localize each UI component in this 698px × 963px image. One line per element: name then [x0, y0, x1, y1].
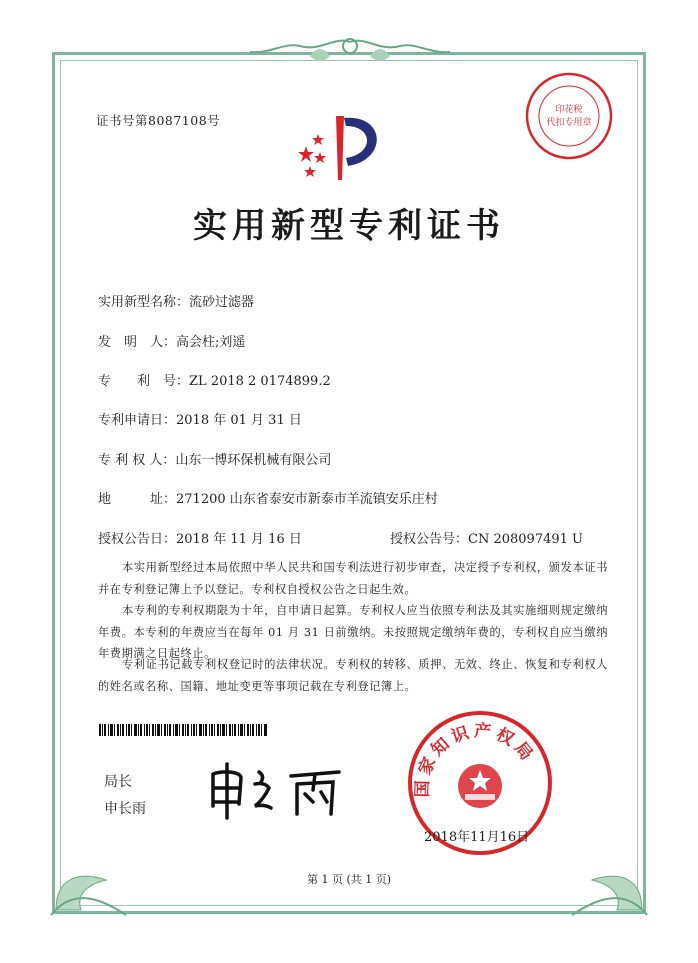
director-signature	[205, 760, 345, 820]
barcode	[99, 724, 269, 736]
certificate-title: 实用新型专利证书	[193, 206, 505, 246]
paragraph-legal-status: 专利证书记载专利权登记时的法律状况。专利权的转移、质押、无效、终止、恢复和专利权人的姓名或名称、国籍、地址变更等事项记载在专利登记簿上。	[98, 658, 608, 693]
field-patent-number	[98, 370, 331, 389]
field-value: 山东一博环保机械有限公司	[175, 453, 332, 468]
director-title: 局长	[104, 774, 132, 790]
director-name: 申长雨	[104, 801, 146, 817]
field-utility-model-name	[98, 291, 254, 310]
field-label: 授权公告日：	[98, 532, 177, 547]
field-grant-number	[390, 528, 583, 547]
field-grant-date	[98, 528, 302, 547]
field-value: 高会柱;刘遥	[176, 335, 246, 350]
field-label: 授权公告号：	[390, 532, 469, 547]
field-value: 2018 年 01 月 31 日	[176, 413, 302, 428]
field-label: 专利申请日：	[98, 413, 177, 428]
svg-text:代扣专用章: 代扣专用章	[546, 118, 592, 128]
field-label: 专 利 号：	[98, 374, 190, 389]
field-label: 地 址：	[98, 492, 177, 507]
svg-text:国家知识产权局: 国家知识产权局	[412, 721, 539, 798]
field-patentee	[98, 449, 331, 468]
top-ornament	[240, 34, 460, 74]
field-value: ZL 2018 2 0174899.2	[189, 374, 331, 389]
paragraph-grant-statement: 本实用新型经过本局依照中华人民共和国专利法进行初步审查，决定授予专利权，颁发本证书并在专利登记簿上予以登记。专利权自授权公告之日起生效。	[98, 561, 608, 596]
paragraph-term-statement: 本专利的专利权期限为十年，自申请日起算。专利权人应当依照专利法及其实施细则规定缴纳年费。本专利的年费应当在每年 01 月 31 日前缴纳。未按照规定缴纳年费的，专利权自应当缴纳年费期满之日起终止。	[98, 604, 608, 660]
field-label: 实用新型名称：	[98, 295, 190, 310]
field-application-date	[98, 409, 302, 428]
field-value: 271200 山东省泰安市新泰市羊流镇安乐庄村	[176, 492, 438, 507]
field-value: 流砂过滤器	[189, 295, 255, 310]
certificate-number: 证书号第8087108号	[96, 113, 221, 128]
svg-text:印花税: 印花税	[555, 105, 583, 115]
field-label: 专 利 权 人：	[98, 453, 176, 468]
field-inventors	[98, 331, 245, 350]
field-value: CN 208097491 U	[468, 532, 583, 547]
field-label: 发 明 人：	[98, 335, 177, 350]
page-number: 第 1 页 (共 1 页)	[306, 873, 392, 886]
field-value: 2018 年 11 月 16 日	[176, 532, 302, 547]
tax-seal	[523, 70, 615, 162]
field-address	[98, 488, 438, 507]
sipo-logo	[296, 108, 392, 188]
seal-date: 2018年11月16日	[424, 830, 530, 845]
